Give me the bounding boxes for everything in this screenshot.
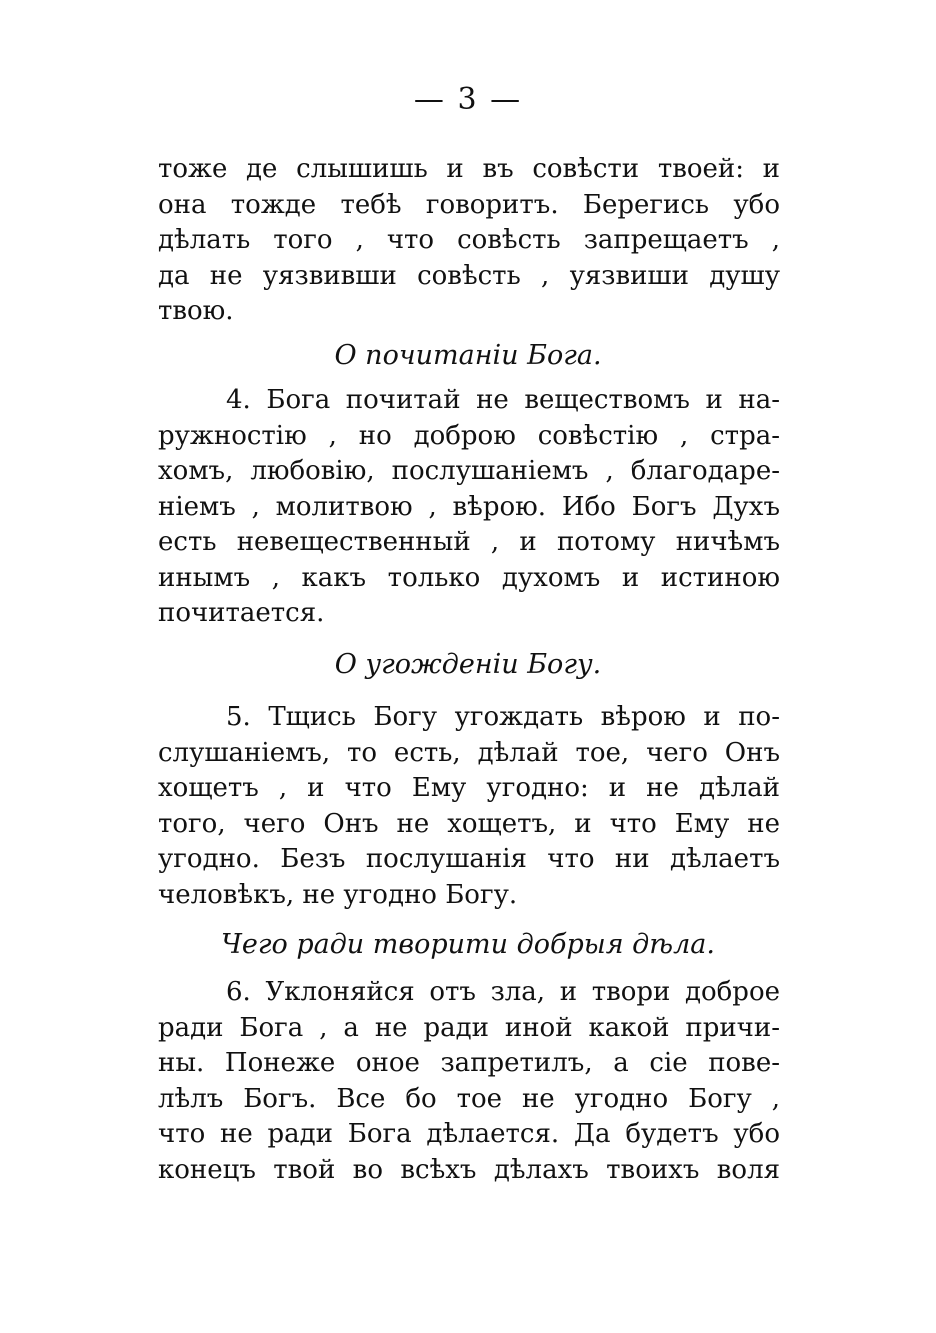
text-line: хощетъ , и что Ему угодно: и не дѣлай xyxy=(158,773,780,803)
text-line: ны. Понеже оное запретилъ, а сіе пове- xyxy=(158,1048,780,1078)
section-heading: О почитаніи Бога. xyxy=(334,340,602,371)
text-line: 4. Бога почитай не веществомъ и на- xyxy=(226,385,780,415)
section-heading: О угожденіи Богу. xyxy=(334,649,602,680)
text-line: инымъ , какъ только духомъ и истиною xyxy=(158,562,780,593)
text-line: ради Бога , а не ради иной какой причи- xyxy=(158,1012,780,1043)
text-line: почитается. xyxy=(158,598,325,628)
paragraph-6 xyxy=(158,975,780,1188)
text-line: хомъ, любовію, послушаніемъ , благодаре- xyxy=(158,456,780,486)
section-heading: Чего ради творити добрыя дѣла. xyxy=(220,929,715,960)
text-line: угодно. Безъ послушанія что ни дѣлаетъ xyxy=(158,844,780,874)
text-line: слушаніемъ, то есть, дѣлай тое, чего Онъ xyxy=(158,737,780,768)
paragraph-5 xyxy=(158,700,780,913)
text-line: ружностію , но доброю совѣстію , стра- xyxy=(158,420,780,451)
text-line: дѣлать того , что совѣсть запрещаетъ , xyxy=(158,225,780,255)
paragraph-continuation xyxy=(158,152,780,330)
text-line: что не ради Бога дѣлается. Да будетъ убо xyxy=(158,1119,780,1149)
text-line: 5. Тщись Богу угождать вѣрою и по- xyxy=(226,702,780,732)
text-line: она тожде тебѣ говоритъ. Берегись убо xyxy=(158,189,780,220)
text-line: человѣкъ, не угодно Богу. xyxy=(158,879,518,910)
text-line: твою. xyxy=(158,296,234,326)
text-line: есть невещественный , и потому ничѣмъ xyxy=(158,527,780,557)
text-line: 6. Уклоняйся отъ зла, и твори доброе xyxy=(226,977,780,1007)
text-line: конецъ твой во всѣхъ дѣлахъ твоихъ воля xyxy=(158,1154,780,1185)
text-line: ніемъ , молитвою , вѣрою. Ибо Богъ Духъ xyxy=(158,491,780,522)
text-line: лѣлъ Богъ. Все бо тое не угодно Богу , xyxy=(158,1083,780,1114)
text-line: да не уязвивши совѣсть , уязвиши душу xyxy=(158,260,780,291)
text-line: тоже де слышишь и въ совѣсти твоей: и xyxy=(158,154,780,184)
text-line: того, чего Онъ не хощетъ, и что Ему не xyxy=(158,808,780,839)
paragraph-4 xyxy=(158,383,780,632)
page-number: — 3 — xyxy=(413,82,523,117)
